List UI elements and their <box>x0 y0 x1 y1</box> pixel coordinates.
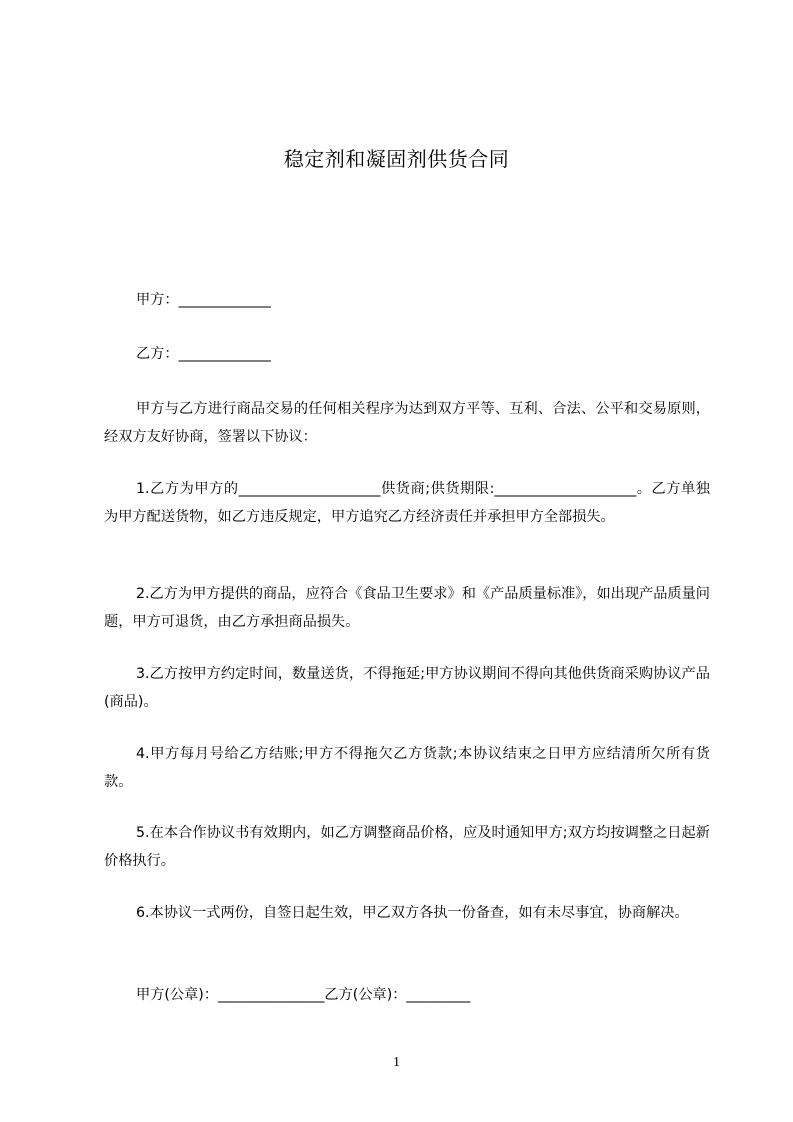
clause-3: 3.乙方按甲方约定时间，数量送货，不得拖延;甲方协议期间不得向其他供货商采购协议产品(商品)。 <box>104 666 710 710</box>
page-number: 1 <box>393 1055 400 1070</box>
intro-paragraph: 甲方与乙方进行商品交易的任何相关程序为达到双方平等、互利、合法、公平和交易原则，经双方友好协商，签署以下协议： <box>104 401 710 445</box>
party-b-line: 乙方：_____________ <box>136 346 271 362</box>
signature-line: 甲方(公章)：_______________乙方(公章)：_________ <box>136 987 471 1003</box>
clause-1: 1.乙方为甲方的____________________供货商;供货期限:____________________。乙方单独为甲方配送货物，如乙方违反规定，甲方追究乙方经济责任并承担甲方全部损失。 <box>104 481 710 525</box>
clause-2: 2.乙方为甲方提供的商品，应符合《食品卫生要求》和《产品质量标准》，如出现产品质量问题，甲方可退货，由乙方承担商品损失。 <box>104 586 710 630</box>
clause-5: 5.在本合作协议书有效期内，如乙方调整商品价格，应及时通知甲方;双方均按调整之日起新价格执行。 <box>104 825 710 869</box>
clause-6: 6.本协议一式两份，自签日起生效，甲乙双方各执一份备查，如有未尽事宜，协商解决。 <box>136 905 689 921</box>
clause-4: 4.甲方每月号给乙方结账;甲方不得拖欠乙方货款;本协议结束之日甲方应结清所欠所有货款。 <box>104 746 710 790</box>
party-a-line: 甲方：_____________ <box>136 292 271 308</box>
document-title: 稳定剂和凝固剂供货合同 <box>283 147 510 171</box>
